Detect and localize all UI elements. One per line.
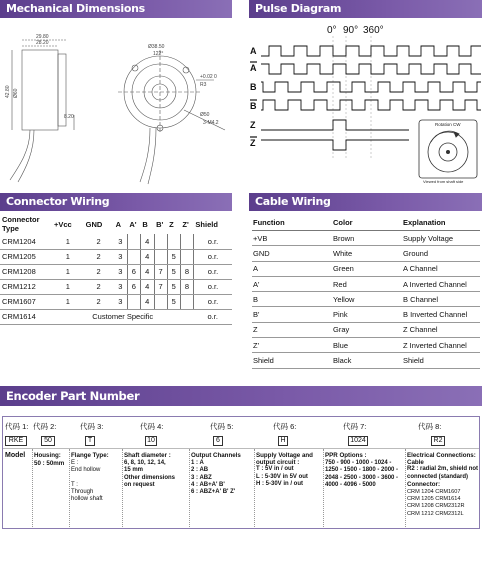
pin-z: 5 bbox=[167, 249, 180, 264]
part-number-divider bbox=[3, 448, 479, 449]
separator bbox=[122, 449, 123, 527]
col-b-inv: B' bbox=[156, 219, 164, 229]
table-row bbox=[252, 276, 480, 291]
flange-title: Flange Type: bbox=[71, 452, 109, 459]
cable-color: Yellow bbox=[332, 292, 402, 307]
table-row bbox=[252, 322, 480, 337]
pin-gnd: 2 bbox=[84, 234, 114, 249]
code-6-value: H bbox=[278, 436, 288, 446]
pulse-label-b: B bbox=[250, 82, 257, 92]
dim-label-9: 3-M4.2 bbox=[203, 120, 219, 126]
pulse-label-z: Z bbox=[250, 120, 256, 130]
pin-vcc: 1 bbox=[52, 234, 84, 249]
flange-text: E : End hollow T : Through hollow shaft bbox=[71, 460, 103, 503]
table-row bbox=[252, 231, 480, 246]
connector-title: Connector: bbox=[407, 480, 440, 488]
pin-vcc: 1 bbox=[52, 249, 84, 264]
cable-wiring-header: Cable Wiring bbox=[249, 193, 482, 211]
table-row bbox=[0, 279, 232, 294]
cable-function: +VB bbox=[252, 231, 332, 246]
pin-vcc: 1 bbox=[52, 279, 84, 294]
pin-gnd: 2 bbox=[84, 249, 114, 264]
cable-function: Z bbox=[252, 322, 332, 337]
pin-a-inv bbox=[127, 234, 140, 249]
separator bbox=[323, 449, 324, 527]
pin-z-inv: 8 bbox=[180, 279, 193, 294]
code-8-label: 代码 8: bbox=[418, 422, 442, 431]
pin-z-inv bbox=[180, 234, 193, 249]
connector-type: CRM1204 bbox=[0, 234, 52, 249]
cable-color: Red bbox=[332, 276, 402, 291]
col-gnd: GND bbox=[85, 219, 103, 229]
dim-label-8: Ø50 bbox=[200, 112, 210, 118]
dim-label-4: 122° bbox=[153, 51, 164, 57]
mechanical-drawing bbox=[0, 20, 240, 190]
dim-label-5: +0.02 0 bbox=[200, 74, 217, 80]
table-row bbox=[0, 309, 232, 324]
separator bbox=[189, 449, 190, 527]
connector-table-header-row bbox=[0, 214, 232, 234]
pin-vcc: 1 bbox=[52, 294, 84, 309]
cable-function: Z' bbox=[252, 338, 332, 353]
col-shield: Shield bbox=[195, 219, 218, 229]
housing-text: 50 : 50mm bbox=[34, 460, 65, 468]
shaft-text: 6, 8, 10, 12, 14, 15 mm Other dimensions on request bbox=[124, 460, 176, 488]
cable-table-header-row bbox=[252, 217, 480, 231]
cable-explanation: Shield bbox=[402, 353, 480, 368]
customer-specific: Customer Specific bbox=[52, 309, 193, 324]
output-text: 1 : A 2 : AB 3 : ABZ 4 : AB+A' B' 6 : ABZ+A' B' Z' bbox=[191, 460, 236, 496]
pin-z: 5 bbox=[167, 294, 180, 309]
pin-gnd: 2 bbox=[84, 279, 114, 294]
col-color: Color bbox=[332, 217, 402, 231]
pulse-label-b-inv: B bbox=[250, 101, 257, 111]
table-row bbox=[252, 292, 480, 307]
table-row bbox=[252, 307, 480, 322]
pin-a: 3 bbox=[114, 279, 128, 294]
encoder-side-body bbox=[22, 50, 58, 130]
rotation-view-frame bbox=[419, 120, 477, 178]
connector-type: CRM1607 bbox=[0, 294, 52, 309]
table-row bbox=[252, 353, 480, 368]
code-7-label: 代码 7: bbox=[343, 422, 367, 431]
cable-color: Green bbox=[332, 261, 402, 276]
connector-wiring-table bbox=[0, 214, 232, 325]
table-row bbox=[252, 246, 480, 261]
pin-shield: o.r. bbox=[193, 264, 232, 279]
supply-desc bbox=[256, 452, 322, 488]
pin-b: 4 bbox=[140, 234, 154, 249]
code-6-label: 代码 6: bbox=[273, 422, 297, 431]
housing-desc bbox=[34, 452, 68, 468]
code-5-value: 6 bbox=[213, 436, 223, 446]
table-row bbox=[252, 338, 480, 353]
flange-desc bbox=[71, 452, 119, 503]
code-5-label: 代码 5: bbox=[210, 422, 234, 431]
separator bbox=[69, 449, 70, 527]
cable-function: A bbox=[252, 261, 332, 276]
pin-vcc: 1 bbox=[52, 264, 84, 279]
dim-label-10: 42.80 bbox=[5, 85, 11, 98]
cable-explanation: Z Channel bbox=[402, 322, 480, 337]
pulse-label-z-inv: Z bbox=[250, 138, 256, 148]
pin-b-inv bbox=[154, 234, 167, 249]
pin-gnd: 2 bbox=[84, 264, 114, 279]
connector-list: CRM 1204 CRM1607 CRM 1205 CRM1614 CRM 1208 CRM2312R CRM 1212 CRM2312L bbox=[407, 489, 465, 517]
shaft-desc bbox=[124, 452, 186, 489]
housing-title: Housing: bbox=[34, 452, 61, 459]
pin-z bbox=[167, 234, 180, 249]
col-vcc: +Vcc bbox=[54, 219, 72, 229]
connector-type: CRM1205 bbox=[0, 249, 52, 264]
pulse-wave-z-inv bbox=[261, 140, 409, 150]
col-a-inv: A' bbox=[129, 219, 137, 229]
table-row bbox=[252, 261, 480, 276]
pin-a: 3 bbox=[114, 294, 128, 309]
pin-z: 5 bbox=[167, 264, 180, 279]
connector-type: CRM1208 bbox=[0, 264, 52, 279]
dim-label-7: 8.20 bbox=[64, 114, 74, 120]
pin-shield: o.r. bbox=[193, 249, 232, 264]
cable-function: GND bbox=[252, 246, 332, 261]
table-row bbox=[0, 249, 232, 264]
electrical-text: R2 : radial 2m, shield not connected (standard) bbox=[407, 466, 479, 480]
pin-b: 4 bbox=[140, 264, 154, 279]
supply-text: T : 5V in / out L : 5-30V in 5V out H : 5-30V in / out bbox=[256, 466, 308, 487]
cable-color: Black bbox=[332, 353, 402, 368]
cable-color: Blue bbox=[332, 338, 402, 353]
pulse-label-a-inv: A bbox=[250, 63, 257, 73]
code-7-value: 1024 bbox=[348, 436, 368, 446]
side-cable-2 bbox=[18, 130, 34, 182]
ppr-text: 750 - 900 - 1000 - 1024 - 1250 - 1500 - 1800 - 2000 - 2048 - 2500 - 3000 - 3600 - 4000 - 4096 - 5000 bbox=[325, 460, 399, 488]
col-function: Function bbox=[252, 217, 332, 231]
cable-explanation: B Channel bbox=[402, 292, 480, 307]
code-1-value: RKE bbox=[5, 436, 27, 446]
pin-shield: o.r. bbox=[193, 294, 232, 309]
cable-explanation: B Inverted Channel bbox=[402, 307, 480, 322]
pin-a-inv: 6 bbox=[127, 279, 140, 294]
pulse-wave-b bbox=[261, 82, 481, 92]
dim-label-11: Ø60 bbox=[13, 88, 19, 98]
ppr-title: PPR Options : bbox=[325, 452, 367, 459]
pin-b-inv: 7 bbox=[154, 279, 167, 294]
code-2-label: 代码 2: bbox=[33, 422, 57, 431]
cable-function: A' bbox=[252, 276, 332, 291]
pin-b-inv bbox=[154, 249, 167, 264]
pulse-degree-0: 0° bbox=[327, 25, 337, 36]
col-z: Z bbox=[169, 219, 174, 229]
col-z-inv: Z' bbox=[182, 219, 189, 229]
table-row bbox=[0, 294, 232, 309]
front-cable-2 bbox=[148, 128, 156, 184]
code-4-label: 代码 4: bbox=[140, 422, 164, 431]
code-3-label: 代码 3: bbox=[80, 422, 104, 431]
pulse-degree-90: 90° bbox=[343, 25, 359, 36]
cable-function: B' bbox=[252, 307, 332, 322]
code-2-value: 50 bbox=[41, 436, 55, 446]
pulse-diagram bbox=[249, 20, 482, 190]
cable-explanation: Z Inverted Channel bbox=[402, 338, 480, 353]
encoder-part-number-header: Encoder Part Number bbox=[0, 386, 482, 406]
pin-a: 3 bbox=[114, 234, 128, 249]
col-a: A bbox=[115, 219, 122, 229]
dim-label-2: 28.20 bbox=[36, 40, 49, 46]
pin-shield: o.r. bbox=[193, 279, 232, 294]
table-row bbox=[0, 264, 232, 279]
col-explanation: Explanation bbox=[402, 217, 480, 231]
col-connector-type: Connector Type bbox=[2, 215, 40, 233]
pin-b-inv: 7 bbox=[154, 264, 167, 279]
separator bbox=[32, 449, 33, 527]
cable-explanation: Supply Voltage bbox=[402, 231, 480, 246]
code-8-value: R2 bbox=[431, 436, 445, 446]
pin-gnd: 2 bbox=[84, 294, 114, 309]
pin-b-inv bbox=[154, 294, 167, 309]
pin-a: 3 bbox=[114, 264, 128, 279]
cable-wiring-table bbox=[252, 217, 480, 369]
code-3-value: T bbox=[85, 436, 95, 446]
output-title: Output Channels bbox=[191, 452, 241, 459]
cable-explanation: Ground bbox=[402, 246, 480, 261]
col-b: B bbox=[142, 219, 148, 229]
pin-shield: o.r. bbox=[193, 309, 232, 324]
pin-a-inv bbox=[127, 249, 140, 264]
connector-type: CRM1614 bbox=[0, 309, 52, 324]
electrical-desc bbox=[407, 452, 479, 518]
pulse-wave-z bbox=[261, 120, 409, 130]
dim-label-3: Ø38.50 bbox=[148, 44, 165, 50]
rotation-arrow-head bbox=[454, 132, 459, 137]
model-label: Model bbox=[5, 452, 26, 459]
cable-function: Shield bbox=[252, 353, 332, 368]
separator bbox=[405, 449, 406, 527]
pulse-diagram-header: Pulse Diagram bbox=[249, 0, 482, 18]
shaft-title: Shaft diameter : bbox=[124, 452, 171, 459]
pin-z-inv: 8 bbox=[180, 264, 193, 279]
cable-color: Pink bbox=[332, 307, 402, 322]
mechanical-drawing-svg bbox=[0, 20, 240, 190]
pulse-wave-a-inv bbox=[261, 64, 481, 74]
mount-hole-2 bbox=[183, 67, 189, 73]
pin-b: 4 bbox=[140, 294, 154, 309]
pin-a-inv bbox=[127, 294, 140, 309]
separator bbox=[254, 449, 255, 527]
connector-type: CRM1212 bbox=[0, 279, 52, 294]
output-desc bbox=[191, 452, 253, 496]
pulse-degree-360: 360° bbox=[363, 25, 384, 36]
pin-a-inv: 6 bbox=[127, 264, 140, 279]
ppr-desc bbox=[325, 452, 405, 489]
pin-z-inv bbox=[180, 249, 193, 264]
dim-label-6: R3 bbox=[200, 82, 207, 88]
pin-z-inv bbox=[180, 294, 193, 309]
pin-b: 4 bbox=[140, 249, 154, 264]
dim-label-1: 29.80 bbox=[36, 34, 49, 40]
pulse-label-a: A bbox=[250, 46, 257, 56]
connector-wiring-header: Connector Wiring bbox=[0, 193, 232, 211]
viewed-from-label: Viewed from shaft side bbox=[423, 179, 464, 184]
pin-z: 5 bbox=[167, 279, 180, 294]
cable-explanation: A Inverted Channel bbox=[402, 276, 480, 291]
side-cable-1 bbox=[10, 130, 30, 180]
mechanical-dimensions-header: Mechanical Dimensions bbox=[0, 0, 232, 18]
pulse-wave-a bbox=[261, 46, 481, 56]
pin-shield: o.r. bbox=[193, 234, 232, 249]
table-row bbox=[0, 234, 232, 249]
rotation-cw-label: Rotation CW bbox=[435, 122, 461, 127]
cable-function: B bbox=[252, 292, 332, 307]
pin-a: 3 bbox=[114, 249, 128, 264]
code-1-label: 代码 1: bbox=[5, 422, 29, 431]
cable-color: White bbox=[332, 246, 402, 261]
cable-color: Brown bbox=[332, 231, 402, 246]
supply-title: Supply Voltage and output circuit : bbox=[256, 452, 313, 467]
pulse-diagram-svg bbox=[249, 20, 482, 190]
front-cable-1 bbox=[140, 128, 150, 182]
cable-color: Gray bbox=[332, 322, 402, 337]
electrical-title: Electrical Connections: Cable bbox=[407, 452, 476, 467]
part-number-box bbox=[2, 416, 480, 529]
rotation-view-center bbox=[446, 150, 450, 154]
code-4-value: 10 bbox=[145, 436, 157, 446]
cable-explanation: A Channel bbox=[402, 261, 480, 276]
pin-b: 4 bbox=[140, 279, 154, 294]
